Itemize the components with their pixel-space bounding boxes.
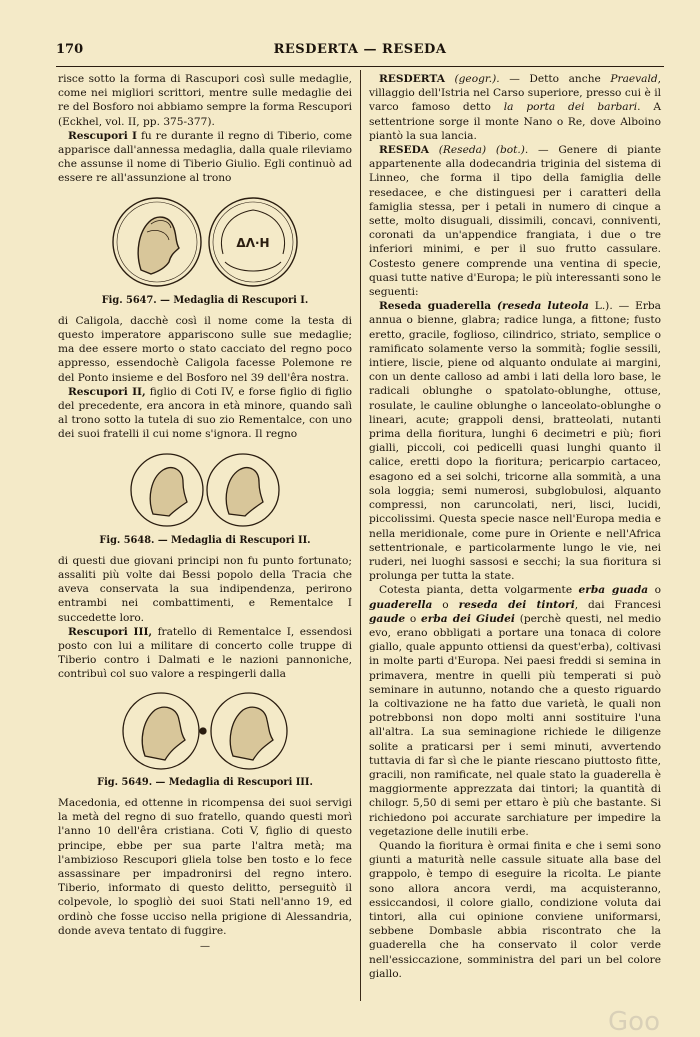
- text-run: o: [648, 584, 662, 597]
- entry-reseda: [369, 143, 661, 299]
- figure-caption: Fig. 5648. — Medaglia di Rescupori II.: [99, 534, 311, 546]
- entry-head: Rescupori II,: [68, 385, 146, 398]
- page-number: 170: [56, 42, 84, 57]
- paragraph: di Caligola, dacchè così il nome come la testa di questo imperatore appariscono sulle sue medaglie; ma dee essere morto o stato cacciato del regno poco appresso, essendochè Caligola facesse Polemone re del Ponto insieme e del Bosforo nel 39 dell'êra nostra.: [58, 314, 352, 384]
- running-header: [56, 42, 664, 62]
- text-run: , dai Francesi: [574, 598, 661, 611]
- paragraph: di questi due giovani principi non fu punto fortunato; assaliti più volte dai Bessi popolo della Tracia che aveva conservata la sua indipendenza, perirono entrambi nei combattimenti, e Rementalce I succedette loro.: [58, 554, 352, 624]
- text-run: — Detto anche: [499, 73, 611, 85]
- text-run: L.).: [588, 300, 613, 313]
- entry-text: — Erba annua o bienne, glabra; radice lunga, a fittone; fusto eretto, gracile, foglioso, cilindrico, striato, semplice o ramificato solamente verso la sommità; foglie sessili, intiere, liscie, piene od alquanto ondulate ai margini, con un dente calloso ad ambi i lati della loro base, le radicali oblunghe o spatolato-oblunghe, ottuse, rosulate, le cauline oblunghe o lanceolato-oblunghe o lineari, acute; grappoli densi, bratteolati, nutanti prima della fioritura, lunghi 6 decimetri e più; fiori gialli, piccoli, coi pedicelli quasi lunghi quanto il calice, eretti dopo la fioritura; pericarpio cartaceo, esagono ed a sei solchi, tricorne alla sommità, a una sola loggia; semi numerosi, subglobulosi, alquanto compressi, non caruncolati, neri, lisci, lucidi, piccolissimi. Questa specie nasce nell'Europa media e nella meridionale, come pure in Oriente e nell'Africa settentrionale, e particolarmente lungo le vie, nei ruderi, nei luoghi sassosi e secchi; la sua fioritura si prolunga per tutta la state.: [369, 300, 661, 583]
- latin-name: (reseda luteola: [497, 300, 589, 313]
- coin-inscription: ΔΛ·Η: [236, 235, 270, 250]
- entry-head: Rescupori I: [68, 129, 138, 142]
- entry-rescupori-2: [58, 385, 352, 442]
- entry-text: fu re durante il regno di Tiberio, come apparisce dall'annessa medaglia, dalla quale rileviamo che assunse il nome di Tiberio Giulio. Egli continuò ad essere re all'assunzione al trono: [58, 129, 352, 185]
- text-run: erba dei Giudei: [421, 612, 515, 625]
- watermark: Goo: [608, 1007, 660, 1037]
- left-column: [58, 72, 352, 954]
- entry-head: RESEDA: [379, 144, 430, 157]
- text-run: . A settentrione sorge il monte Nano o Re, dove Alboino piantò la sua lancia.: [369, 101, 661, 142]
- text-run: guaderella: [369, 598, 433, 611]
- entry-head: Reseda guaderella: [379, 300, 492, 313]
- entry-tag: (Reseda): [438, 144, 487, 157]
- entry-head: RESDERTA: [379, 73, 445, 85]
- entry-resderta: [369, 72, 661, 143]
- column-divider: [360, 70, 361, 1001]
- text-run: Praevald: [610, 73, 658, 85]
- text-run: erba guada: [578, 584, 649, 597]
- paragraph: [369, 583, 661, 839]
- figure-caption: Fig. 5647. — Medaglia di Rescupori I.: [101, 294, 309, 306]
- entry-rescupori-3: [58, 625, 352, 682]
- entry-text: fratello di Rementalce I, essendosi posto con lui a militare di concerto colle truppe di Tiberio contro i Dalmati e le nazioni pannoniche, contribuì col suo valore a respingerli dalla: [58, 625, 353, 681]
- header-rule: [56, 66, 664, 67]
- entry-tag: (bot.).: [495, 144, 529, 157]
- paragraph: risce sotto la forma di Rascupori così sulle medaglie, come nei migliori scrittori, mentre sulle medaglie dei re del Bosforo noi abbiamo sempre la forma Rescupori (Eckhel, vol. II, pp. 375-377).: [58, 73, 352, 128]
- text-run: (perchè questi, nel medio evo, erano obbligati a portare una tonaca di colore giallo, quale appunto ottiensi da quest'erba), coltivasi in molte parti d'Europa. Nei paesi freddi si semina in primavera, mentre in quelli più temperati si può seminare in autunno, notando che a questo riguardo la coltivazione ne ha fatto due varietà, le quali non potrebbonsi non dopo molti anni sostituire l'una all'altra. La sua seminagione richiede le diligenze solite a praticarsi per i semi minuti, avvertendo tuttavia di far sì che le piante riescano piuttosto fitte, gracili, non ramificate, nel quale stato la guaderella è maggiormente apprezzata dai tintori; la quantità di chilogr. 5,50 di semi per ettaro è più che bastante. Si richiedono poi accurate sarchiature per impedire la vegetazione delle inutili erbe.: [369, 612, 661, 838]
- text-run: la porta dei barbari: [503, 101, 638, 114]
- coin-figure-5648: [125, 448, 285, 532]
- figure-caption: Fig. 5649. — Medaglia di Rescupori III.: [97, 776, 313, 788]
- coin-figure-5647: [105, 192, 305, 292]
- text-run: o: [432, 598, 459, 611]
- entry-tag: (geogr.).: [454, 73, 500, 85]
- figure-5649: [58, 688, 352, 790]
- running-title: RESDERTA — RESEDA: [273, 42, 447, 57]
- text-run: Cotesta pianta, detta volgarmente: [379, 584, 579, 597]
- text-run: reseda dei tintori: [458, 598, 575, 611]
- paragraph: Quando la fioritura è ormai finita e che i semi sono giunti a maturità nelle cassule situate alla base del grappolo, è tempo di eseguire la ricolta. Le piante sono allora ancora verdi, ma acquisteranno, essiccandosi, il colore giallo, condizione voluta dai tintori, alla cui opinione conviene uniformarsi, sebbene Dombasle abbia riscontrato che la guaderella che ha conservato il color verde nell'essiccazione, somministra del pari un bel colore giallo.: [369, 839, 661, 980]
- entry-reseda-guaderella: [369, 299, 661, 583]
- coin-figure-5649: [115, 688, 295, 774]
- text-run: , villaggio dell'Istria nel Carso superiore, presso cui è il varco famoso detto: [369, 73, 661, 114]
- entry-rescupori-1: [58, 129, 352, 186]
- entry-text: figlio di Coti IV, e forse figlio di figlio del precedente, era ancora in età minore, quando salì al trono sotto la tutela di suo zio Rementalce, con uno dei suoi fratelli il cui nome s'ignora. Il regno: [58, 385, 353, 441]
- entry-head: Rescupori III,: [68, 625, 153, 638]
- text-run: gaude: [369, 612, 406, 625]
- paragraph: Macedonia, ed ottenne in ricompensa dei suoi servigi la metà del regno di suo fratello, quando questi morì l'anno 10 dell'êra cristiana. Coti V, figlio di questo principe, ebbe per sua parte l'altra metà; ma l'ambizioso Rescupori gliela tolse ben tosto e lo fece assassinare per impadronirsi del regno intero. Tiberio, informato di questo delitto, perseguitò il colpevole, lo spogliò dei suoi Stati nell'anno 19, ed ordinò che fosse ucciso nella prigione di Alessandria, donde aveva tentato di fuggire.: [58, 796, 352, 937]
- text-run: o: [405, 612, 422, 625]
- figure-5648: [58, 448, 352, 548]
- end-mark: —: [200, 940, 210, 952]
- entry-text: — Genere di piante appartenente alla dodecandria triginia del sistema di Linneo, che forma il tipo della famiglia delle resedacee, e che distinguesi per i caratteri della famiglia stessa, per i petali in numero di cinque a sette, molto disuguali, dissimili, concavi, conniventi, coronati da un'appendice frangiata, i due o tre inferiori minimi, e per il suo frutto cassulare. Costesto genere comprende una ventina di specie, quasi tutte native d'Europa; le più interessanti sono le seguenti:: [369, 144, 661, 299]
- right-column: [369, 72, 661, 981]
- figure-5647: [58, 192, 352, 308]
